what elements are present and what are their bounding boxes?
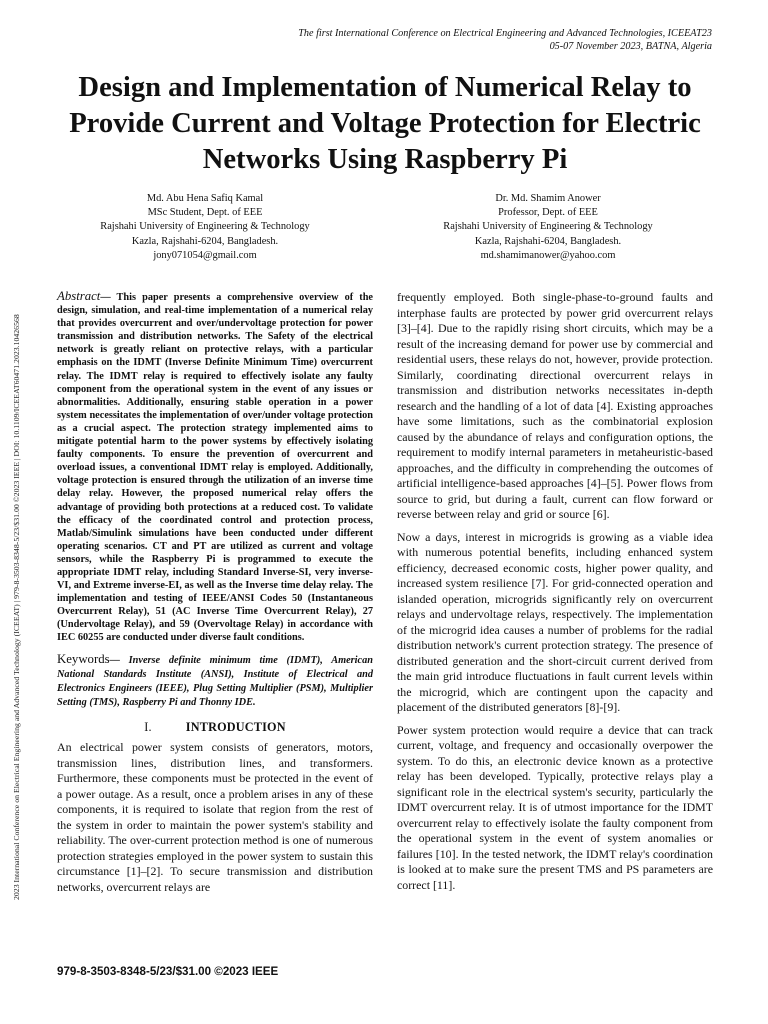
section-title: INTRODUCTION xyxy=(185,719,286,734)
body-paragraph: Power system protection would require a device that can track current, voltage, and frequency and occasionally overpower the system. To do this, an electronic device known as a protective relay has been developed. Typically, protective relays play a significant role in the electrical system's security, particularly the IDMT overcurrent relay. It is of utmost importance for the IDMT overcurrent relay to effectively isolate the faulty component from the operational system in the event of system anomalies or failures [10]. In the tested network, the IDMT relay's coordination is looked at to make sure the present TMS and PS parameters are correct [11]. xyxy=(397,722,713,892)
author-affiliation: Rajshahi University of Engineering & Technology xyxy=(100,221,310,233)
abstract xyxy=(57,290,373,645)
author-name: Dr. Md. Shamim Anower xyxy=(495,193,601,204)
body-paragraph: An electrical power system consists of generators, motors, transmission lines, distribution lines, and transformers. Furthermore, these components must be protected in the event of a power outage. As a result, once a problem arises in any of these components, it is required to isolate that region from the rest of the system in order to maintain the power system's stability and reliability. The over-current protection method is one of numerous protection strategies employed in the power system to sustain this circumstance [1]–[2]. To secure transmission and distribution networks, overcurrent relays are xyxy=(57,740,373,894)
author-block-1 xyxy=(55,192,355,263)
left-column xyxy=(57,290,373,901)
body-paragraph: frequently employed. Both single-phase-to-ground faults and interphase faults are protected by power grid overcurrent relays [3]–[4]. Due to the rapidly rising short circuits, which may be a result of the increasing demand for power use by commercial and residential users, these relays do not, however, provide protection. Similarly, coordinating directional overcurrent relays in transmission and distribution networks necessitates in-depth research and the handling of a lot of data [4]. Existing approaches have some limitations, such as the combinatorial explosion caused by the abundance of relays and configuration options, the requirement to modify internal parameters in metaheuristic-based approaches, and the difficulty in comprehending the outcomes of artificial intelligence-based approaches [4]–[5]. Power flows from source to grid, but during a fault, current can flow forward or reverse between relay and grid or source [6]. xyxy=(397,290,713,521)
copyright-footer: 979-8-3503-8348-5/23/$31.00 ©2023 IEEE xyxy=(57,965,279,978)
abstract-label: Abstract xyxy=(57,289,101,303)
author-block-2 xyxy=(398,192,698,263)
abstract-text: — This paper presents a comprehensive overview of the design, simulation, and real-time implementation of a numerical relay that provides overcurrent and over/undervoltage protection for power transmission and distribution networks. The Safety of the electrical network is greatly reliant on protective relays, with a particular emphasis on the IDMT (Inverse Definite Minimum Time) overcurrent relay. The IDMT relay is required to effectively isolate any faulty component from the operational system in the event of any issues or abnormalities. Additionally, ensuring stable operation in a power system necessitates the implementation of over/under voltage protection as a crucial aspect. The protection strategy implemented aims to mitigate potential harm to the power systems by effectively isolating faulty components. To ensure the prevention of overcurrent and overload issues, a conventional IDMT relay is employed. Additionally, voltage protection is ensured through the utilization of an inverse time delay relay. However, the proposed numerical relay offers the advantage of providing both protections at a reduced cost. To validate the efficacy of the coordinated control and protection process, Matlab/Simulink simulations have been conducted under different operating scenarios. CT and PT are utilized as current and voltage sensors, while the Raspberry Pi is programmed to execute the appropriate IDMT relay, including Standard Inverse-SI, very inverse-VI, and Extreme inverse-EI, as well as the Inverse time delay relay. The implementation and testing of IEEE/ANSI Codes 50 (Instantaneous Overcurrent Relay), 51 (AC Inverse Time Overcurrent Relay), 27 (Undervoltage Relay), and 59 (Overvoltage Relay) in accordance with IEC 60255 are conducted under diverse fault conditions. xyxy=(57,292,373,644)
author-address: Kazla, Rajshahi-6204, Bangladesh. xyxy=(131,235,279,247)
conference-name: The first International Conference on Electrical Engineering and Advanced Technologies, ICEEAT23 xyxy=(298,28,712,39)
conference-header xyxy=(152,27,712,53)
author-email: jony071054@gmail.com xyxy=(153,249,257,261)
keywords xyxy=(57,652,373,711)
author-role: MSc Student, Dept. of EEE xyxy=(147,207,263,219)
author-name: Md. Abu Hena Safiq Kamal xyxy=(146,193,264,204)
section-heading-introduction xyxy=(57,720,373,736)
author-role: Professor, Dept. of EEE xyxy=(498,207,598,219)
author-email: md.shamimanower@yahoo.com xyxy=(480,249,616,261)
author-affiliation: Rajshahi University of Engineering & Technology xyxy=(443,221,653,233)
keywords-text: — Inverse definite minimum time (IDMT), American National Standards Institute (ANSI), Institute of Electrical and Electronics Engineers (IEEE), Plug Setting Multiplier (PSM), Multiplier Setting (TMS), Raspberry Pi and Thonny IDE. xyxy=(57,654,373,709)
body-paragraph: Now a days, interest in microgrids is growing as a viable idea with numerous potential benefits, including enhanced system efficiency, decreased economic costs, higher power quality, and increased system resilience [7]. For grid-connected operation and islanded operation, microgrids significantly rely on overcurrent relays and undervoltage relays, respectively. The implementation of the microgrid idea causes a number of problems for the radial distribution network's current protection strategy. The presence of distributed generation and the short-circuit current derived from the main grid introduce fluctuations in fault current levels within the microgrid, which are contingent upon the capacity and placement of the distributed generators [8]-[9]. xyxy=(397,529,713,714)
right-column xyxy=(397,290,713,900)
doi-side-text: 2023 International Conference on Electrical Engineering and Advanced Technology (ICEEAT) | 979-8-3503-8348-5/23/$31.00 ©2023 IEEE | DOI: 10.1109/ICEEAT60471.2023.10426568 xyxy=(12,314,21,900)
section-number: I. xyxy=(144,719,152,734)
author-address: Kazla, Rajshahi-6204, Bangladesh. xyxy=(474,235,622,247)
paper-title: Design and Implementation of Numerical Relay to Provide Current and Voltage Protection for Electric Networks Using Raspberry Pi xyxy=(69,72,701,175)
conference-date-location: 05-07 November 2023, BATNA, Algeria xyxy=(549,41,712,52)
keywords-label: Keywords xyxy=(57,651,110,666)
